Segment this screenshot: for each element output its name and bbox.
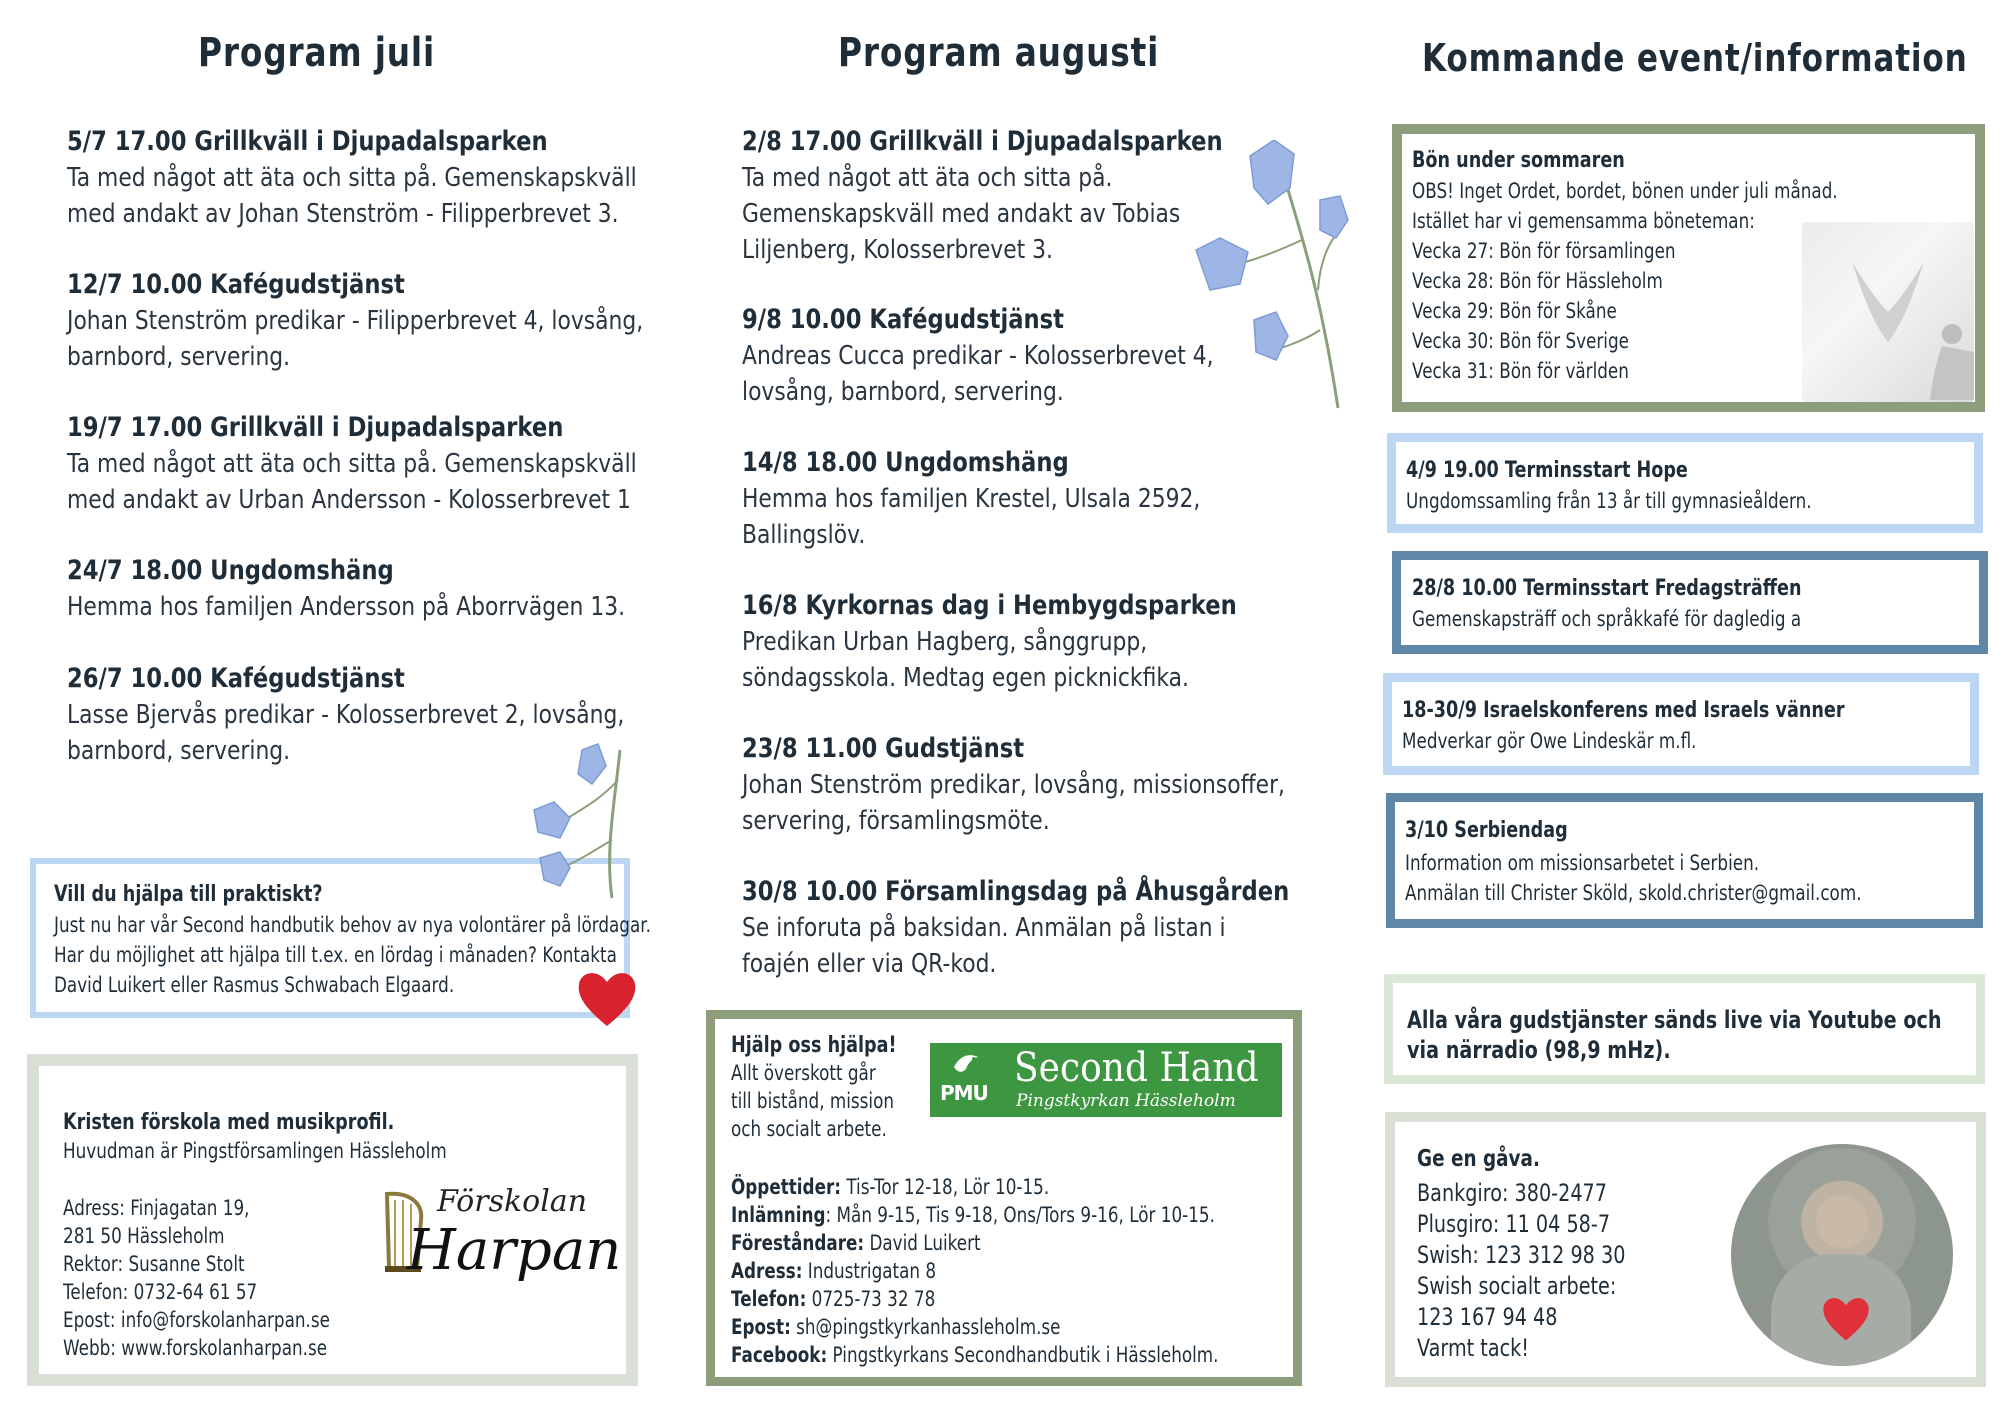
july-event-5 — [67, 661, 787, 769]
gift-title: Ge en gåva. — [1417, 1146, 1540, 1172]
july-event-1 — [67, 124, 787, 232]
event-heading: 24/7 18.00 Ungdomshäng — [67, 555, 394, 586]
prayer-line: Vecka 28: Bön för Hässleholm — [1412, 269, 1663, 293]
secondhand-logo-title: Second Hand — [1014, 1045, 1259, 1091]
event-line: söndagsskola. Medtag egen picknickfika. — [742, 663, 1189, 693]
event-line: med andakt av Johan Stenström - Filipperbrevet 3. — [67, 199, 619, 229]
gift-line: Plusgiro: 11 04 58-7 — [1417, 1210, 1611, 1238]
secondhand-box — [706, 1010, 1302, 1386]
august-title: Program augusti — [838, 30, 1160, 76]
preschool-line: Epost: info@forskolanharpan.se — [63, 1308, 330, 1332]
event-line: Johan Stenström predikar, lovsång, missionsoffer, — [742, 770, 1286, 800]
pmu-logo — [940, 1051, 990, 1109]
event-line: lovsång, barnbord, servering. — [742, 377, 1064, 407]
detail-value: sh@pingstkyrkanhassleholm.se — [790, 1315, 1061, 1339]
event-heading: 26/7 10.00 Kafégudstjänst — [67, 663, 405, 694]
event-heading: 9/8 10.00 Kafégudstjänst — [742, 304, 1065, 335]
july-event-4 — [67, 553, 787, 625]
event-line: Se inforuta på baksidan. Anmälan på listan i — [742, 913, 1226, 943]
live-line: Alla våra gudstjänster sänds live via Youtube och — [1407, 1006, 1942, 1034]
detail-value: Tis-Tor 12-18, Lör 10-15. — [840, 1175, 1050, 1199]
heart-icon — [575, 968, 639, 1028]
bellflower-illustration — [520, 740, 640, 900]
detail-key: Öppettider: — [731, 1175, 841, 1199]
preschool-logo-main: Harpan — [407, 1218, 622, 1283]
preschool-logo — [381, 1184, 622, 1314]
detail-value: Industrigatan 8 — [802, 1259, 937, 1283]
event-line: Liljenberg, Kolosserbrevet 3. — [742, 235, 1053, 265]
prayer-line: Vecka 27: Bön för församlingen — [1412, 239, 1676, 263]
event-line: Johan Stenström predikar - Filipperbrevet 4, lovsång, — [67, 306, 644, 336]
event-line: barnbord, servering. — [67, 342, 291, 372]
prayer-line: OBS! Inget Ordet, bordet, bönen under juli månad. — [1412, 179, 1838, 203]
fredag-title: 28/8 10.00 Terminsstart Fredagsträffen — [1412, 576, 1802, 601]
july-title: Program juli — [198, 30, 436, 76]
gift-photo — [1731, 1144, 1953, 1366]
preschool-subtitle: Huvudman är Pingstförsamlingen Hässleholm — [63, 1139, 447, 1163]
pmu-text: PMU — [940, 1081, 988, 1105]
july-event-2 — [67, 267, 787, 375]
detail-key: Adress: — [731, 1259, 803, 1283]
gift-line: Swish socialt arbete: — [1417, 1272, 1617, 1300]
event-heading: 14/8 18.00 Ungdomshäng — [742, 447, 1069, 478]
dove-icon — [952, 1051, 980, 1077]
event-heading: 16/8 Kyrkornas dag i Hembygdsparken — [742, 590, 1237, 621]
heart-icon — [1819, 1294, 1873, 1342]
event-heading: 5/7 17.00 Grillkväll i Djupadalsparken — [67, 126, 548, 157]
event-line: barnbord, servering. — [67, 736, 291, 766]
upcoming-title: Kommande event/information — [1422, 36, 1968, 80]
secondhand-intro-line: till bistånd, mission — [731, 1089, 895, 1113]
prayer-line: Vecka 29: Bön för Skåne — [1412, 299, 1617, 323]
detail-value: : Mån 9-15, Tis 9-18, Ons/Tors 9-16, Lör 10-15. — [825, 1203, 1215, 1227]
detail-key: Föreståndare: — [731, 1231, 865, 1255]
preschool-title: Kristen förskola med musikprofil. — [63, 1110, 395, 1135]
event-line: Ballingslöv. — [742, 520, 866, 550]
hope-box — [1387, 433, 1983, 533]
event-line: Andreas Cucca predikar - Kolosserbrevet 4, — [742, 341, 1214, 371]
volunteer-line: Har du möjlighet att hjälpa till t.ex. en lördag i månaden? Kontakta — [54, 943, 617, 967]
praying-hands-image — [1802, 222, 1974, 402]
prayer-line: Vecka 30: Bön för Sverige — [1412, 329, 1629, 353]
preschool-line: Telefon: 0732-64 61 57 — [63, 1280, 258, 1304]
secondhand-intro-title: Hjälp oss hjälpa! — [731, 1033, 897, 1058]
event-line: Gemenskapskväll med andakt av Tobias — [742, 199, 1181, 229]
event-heading: 30/8 10.00 Församlingsdag på Åhusgården — [742, 876, 1290, 907]
detail-key: Telefon: — [731, 1287, 807, 1311]
august-event-4 — [742, 588, 1462, 696]
august-event-6 — [742, 874, 1462, 982]
event-line: Hemma hos familjen Krestel, Ulsala 2592, — [742, 484, 1201, 514]
preschool-logo-top: Förskolan — [437, 1184, 588, 1219]
serbia-box — [1386, 793, 1983, 928]
secondhand-intro-line: Allt överskott går — [731, 1061, 876, 1085]
detail-value: 0725-73 32 78 — [806, 1287, 936, 1311]
event-line: Hemma hos familjen Andersson på Aborrvägen 13. — [67, 592, 626, 622]
fredag-line: Gemenskapsträff och språkkafé för dagledig a — [1412, 607, 1802, 631]
hope-line: Ungdomssamling från 13 år till gymnasieåldern. — [1406, 489, 1812, 513]
event-line: foajén eller via QR-kod. — [742, 949, 997, 979]
secondhand-logo — [930, 1043, 1282, 1117]
preschool-line: 281 50 Hässleholm — [63, 1224, 225, 1248]
event-line: Ta med något att äta och sitta på. Gemenskapskväll — [67, 163, 637, 193]
event-line: Predikan Urban Hagberg, sånggrupp, — [742, 627, 1148, 657]
israel-line: Medverkar gör Owe Lindeskär m.fl. — [1402, 729, 1697, 753]
prayer-box — [1392, 124, 1985, 412]
secondhand-details — [731, 1173, 1340, 1369]
event-heading: 19/7 17.00 Grillkväll i Djupadalsparken — [67, 412, 564, 443]
detail-row — [731, 1313, 1219, 1341]
august-event-3 — [742, 445, 1462, 553]
preschool-line: Rektor: Susanne Stolt — [63, 1252, 245, 1276]
detail-row — [731, 1201, 1219, 1229]
preschool-line: Adress: Finjagatan 19, — [63, 1196, 250, 1220]
july-event-3 — [67, 410, 787, 518]
preschool-line: Webb: www.forskolanharpan.se — [63, 1336, 328, 1360]
august-event-1 — [742, 124, 1462, 268]
gift-line: Swish: 123 312 98 30 — [1417, 1241, 1626, 1269]
event-heading: 23/8 11.00 Gudstjänst — [742, 733, 1025, 764]
august-event-5 — [742, 731, 1462, 839]
detail-key: Facebook: — [731, 1343, 828, 1367]
serbia-line: Information om missionsarbetet i Serbien. — [1405, 851, 1760, 875]
detail-value: David Luikert — [864, 1231, 981, 1255]
secondhand-logo-sub: Pingstkyrkan Hässleholm — [1016, 1091, 1236, 1111]
event-heading: 12/7 10.00 Kafégudstjänst — [67, 269, 405, 300]
volunteer-line: Just nu har vår Second handbutik behov av nya volontärer på lördagar. — [54, 913, 651, 937]
detail-row — [731, 1285, 1219, 1313]
detail-value: Pingstkyrkans Secondhandbutik i Hässleholm. — [827, 1343, 1219, 1367]
secondhand-intro-line: och socialt arbete. — [731, 1117, 887, 1141]
detail-key: Inlämning — [731, 1203, 826, 1227]
serbia-line: Anmälan till Christer Sköld, skold.christer@gmail.com. — [1405, 881, 1862, 905]
detail-key: Epost: — [731, 1315, 791, 1339]
gift-line: Varmt tack! — [1417, 1334, 1529, 1362]
prayer-line: Istället har vi gemensamma böneteman: — [1412, 209, 1755, 233]
preschool-box — [27, 1054, 638, 1386]
live-line: via närradio (98,9 mHz). — [1407, 1036, 1671, 1064]
serbia-title: 3/10 Serbiendag — [1405, 818, 1568, 843]
event-line: servering, församlingsmöte. — [742, 806, 1050, 836]
august-event-2 — [742, 302, 1462, 410]
event-heading: 2/8 17.00 Grillkväll i Djupadalsparken — [742, 126, 1223, 157]
volunteer-line: David Luikert eller Rasmus Schwabach Elgaard. — [54, 973, 455, 997]
detail-row — [731, 1173, 1219, 1201]
detail-row — [731, 1341, 1219, 1369]
event-line: Ta med något att äta och sitta på. — [742, 163, 1113, 193]
volunteer-title: Vill du hjälpa till praktiskt? — [54, 882, 323, 907]
event-line: Lasse Bjervås predikar - Kolosserbrevet 2, lovsång, — [67, 700, 625, 730]
detail-row — [731, 1257, 1219, 1285]
event-line: Ta med något att äta och sitta på. Gemenskapskväll — [67, 449, 637, 479]
israel-box — [1383, 673, 1979, 775]
praying-hands-icon — [1802, 222, 1974, 402]
gift-box — [1385, 1112, 1986, 1387]
israel-title: 18-30/9 Israelskonferens med Israels vänner — [1402, 698, 1845, 723]
prayer-title: Bön under sommaren — [1412, 148, 1625, 173]
bellflower-illustration — [1190, 140, 1350, 410]
gift-line: 123 167 94 48 — [1417, 1303, 1558, 1331]
gift-line: Bankgiro: 380-2477 — [1417, 1179, 1607, 1207]
live-box — [1384, 974, 1985, 1084]
detail-row — [731, 1229, 1219, 1257]
prayer-line: Vecka 31: Bön för världen — [1412, 359, 1629, 383]
event-line: med andakt av Urban Andersson - Kolosserbrevet 1 — [67, 485, 631, 515]
hope-title: 4/9 19.00 Terminsstart Hope — [1406, 458, 1688, 483]
fredag-box — [1392, 551, 1988, 654]
